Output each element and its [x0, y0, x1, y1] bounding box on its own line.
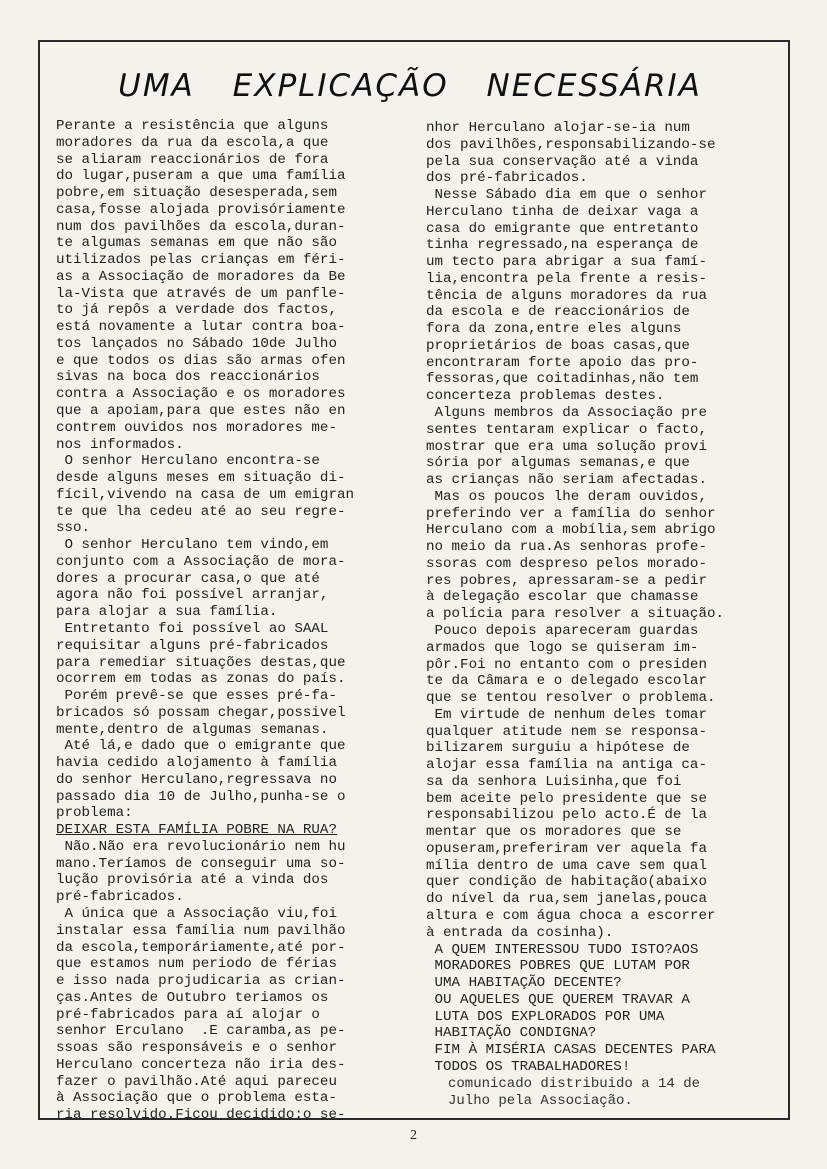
text-line: bilizarem surguiu a hipótese de: [426, 740, 690, 757]
text-line: ças.Antes de Outubro teriamos os: [56, 989, 329, 1006]
text-line: Herculano com a mobília,sem abrigo: [426, 522, 716, 539]
text-line: à entrada da cosinha).: [426, 924, 614, 941]
text-line: desde alguns meses em situação di-: [56, 470, 346, 487]
text-line: Porém prevê-se que esses pré-fa-: [56, 688, 337, 705]
text-line: pré-fabricados para aí alojar o: [56, 1006, 320, 1023]
text-line: ssoras com despreso pelos morado-: [426, 555, 707, 572]
text-line: alojar essa família na antiga ca-: [426, 757, 707, 774]
text-line: bricados só possam chegar,possivel: [56, 704, 346, 721]
text-line: para remediar situações destas,que: [56, 654, 346, 671]
text-line: Herculano tinha de deixar vaga a: [426, 203, 699, 220]
text-line: lia,encontra pela frente a resis-: [426, 270, 707, 287]
text-line: fícil,vivendo na casa de um emigran: [56, 486, 354, 503]
text-line: havia cedido alojamento à família: [56, 755, 337, 772]
text-line: sentes tentaram explicar o facto,: [426, 421, 707, 438]
text-line: concerteza problemas destes.: [426, 388, 665, 405]
page-number: 2: [410, 1128, 417, 1143]
text-line: as a Associação de moradores da Be: [56, 268, 346, 285]
text-line: tinha regressado,na esperança de: [426, 237, 699, 254]
text-line: armados que logo se quiseram im-: [426, 639, 699, 656]
text-line: MORADORES POBRES QUE LUTAM POR: [426, 958, 690, 975]
text-line: que se tentou resolver o problema.: [426, 690, 716, 707]
text-line: preferindo ver a família do senhor: [426, 505, 716, 522]
text-line: requisitar alguns pré-fabricados: [56, 637, 329, 654]
text-line: proprietários de boas casas,que: [426, 337, 690, 354]
text-line: e que todos os dias são armas ofen: [56, 352, 346, 369]
text-line: qualquer atitude nem se responsa-: [426, 723, 707, 740]
text-line: as crianças não seriam afectadas.: [426, 472, 707, 489]
text-line: altura e com água choca a escorrer: [426, 907, 716, 924]
text-line: pré-fabricados.: [56, 889, 184, 906]
text-line: UMA HABITAÇÃO DECENTE?: [426, 975, 622, 992]
text-line: mente,dentro de algumas semanas.: [56, 721, 329, 738]
text-line: te da Câmara e o delegado escolar: [426, 673, 707, 690]
text-line: quer condição de habitação(abaixo: [426, 874, 707, 891]
text-line: à Associação que o problema esta-: [56, 1090, 337, 1107]
text-line: mano.Teríamos de conseguir uma so-: [56, 855, 346, 872]
text-line: pela sua conservação até a vinda: [426, 153, 699, 170]
text-line: Até lá,e dado que o emigrante que: [56, 738, 346, 755]
text-line: mostrar que era uma solução provi: [426, 438, 707, 455]
text-line: se aliaram reaccionários de fora: [56, 151, 329, 168]
text-line: Não.Não era revolucionário nem hu: [56, 838, 346, 855]
text-line: nhor Herculano alojar-se-ia num: [426, 120, 690, 136]
text-line: A única que a Associação viu,foi: [56, 905, 337, 922]
text-line: utilizados pelas crianças em féri-: [56, 252, 346, 269]
text-line: nos informados.: [56, 436, 184, 453]
text-line: e isso nada projudicaria as crian-: [56, 973, 346, 990]
text-line: fessoras,que coitadinhas,não tem: [426, 371, 699, 388]
text-line: Entretanto foi possível ao SAAL: [56, 620, 329, 637]
text-line: ria resolvido.Ficou decidido:o se-: [56, 1107, 346, 1124]
text-line: mília dentro de uma cave sem qual: [426, 857, 707, 874]
text-line: LUTA DOS EXPLORADOS POR UMA: [426, 1008, 665, 1025]
text-line: mentar que os moradores que se: [426, 824, 682, 841]
text-line: te algumas semanas em que não são: [56, 235, 337, 252]
text-line: à delegação escolar que chamasse: [426, 589, 699, 606]
text-line: da escola,temporáriamente,até por-: [56, 939, 346, 956]
text-line: sória por algumas semanas,e que: [426, 455, 690, 472]
text-line: moradores da rua da escola,a que: [56, 134, 329, 151]
text-line: está novamente a lutar contra boa-: [56, 319, 346, 336]
text-line: do nível da rua,sem janelas,pouca: [426, 891, 707, 908]
text-line: um tecto para abrigar a sua famí-: [426, 254, 707, 271]
text-line: a polícia para resolver a situação.: [426, 606, 724, 623]
text-line: agora não foi possível arranjar,: [56, 587, 329, 604]
text-line: Mas os poucos lhe deram ouvidos,: [426, 488, 707, 505]
text-line: O senhor Herculano tem vindo,em: [56, 537, 329, 554]
text-line: sivas na boca dos reaccionários: [56, 369, 320, 386]
text-line: ssoas são responsáveis e o senhor: [56, 1040, 337, 1057]
text-line: Herculano concerteza não iria des-: [56, 1056, 346, 1073]
text-line: TODOS OS TRABALHADORES!: [426, 1058, 631, 1075]
text-line: do lugar,puseram a que uma família: [56, 168, 346, 185]
text-line: dos pré-fabricados.: [426, 170, 588, 187]
text-line: conjunto com a Associação de mora-: [56, 553, 346, 570]
text-line: Nesse Sábado dia em que o senhor: [426, 187, 707, 204]
text-line: dos pavilhões,responsabilizando-se: [426, 136, 716, 153]
text-line: da escola e de reaccionários de: [426, 304, 690, 321]
headline: UMA EXPLICAÇÃO NECESSÁRIA: [118, 68, 702, 104]
text-line: no meio da rua.As senhoras profe-: [426, 539, 707, 556]
text-line: HABITAÇÃO CONDIGNA?: [426, 1025, 597, 1042]
text-line: la-Vista que através de um panfle-: [56, 285, 346, 302]
text-line: do senhor Herculano,regressava no: [56, 771, 337, 788]
text-line: pôr.Foi no entanto com o presiden: [426, 656, 707, 673]
text-line: OU AQUELES QUE QUEREM TRAVAR A: [426, 991, 690, 1008]
signature: comunicado distribuido a 14 de Julho pela Associação.: [448, 1076, 701, 1109]
text-line: senhor Erculano .E caramba,as pe-: [56, 1023, 346, 1040]
text-line: Alguns membros da Associação pre: [426, 405, 707, 422]
text-line: fora da zona,entre eles alguns: [426, 321, 682, 338]
text-line: tência de alguns moradores da rua: [426, 287, 707, 304]
text-line: dores a procurar casa,o que até: [56, 570, 320, 587]
text-line: que estamos num periodo de férias: [56, 956, 337, 973]
text-line: bem aceite pelo presidente que se: [426, 790, 707, 807]
text-line: encontraram forte apoio das pro-: [426, 354, 699, 371]
text-line: instalar essa família num pavilhão: [56, 922, 346, 939]
text-line: to já repôs a verdade dos factos,: [56, 302, 337, 319]
text-line: DEIXAR ESTA FAMÍLIA POBRE NA RUA?: [56, 822, 337, 839]
text-line: res pobres, apressaram-se a pedir: [426, 572, 707, 589]
text-line: problema:: [56, 805, 133, 822]
text-line: FIM À MISÉRIA CASAS DECENTES PARA: [426, 1042, 716, 1059]
text-line: Em virtude de nenhum deles tomar: [426, 706, 707, 723]
text-line: Perante a resistência que alguns: [56, 118, 329, 134]
text-line: sso.: [56, 520, 91, 537]
text-line: casa do emigrante que entretanto: [426, 220, 699, 237]
text-line: contrem ouvidos nos moradores me-: [56, 419, 337, 436]
text-line: pobre,em situação desesperada,sem: [56, 185, 337, 202]
text-line: tos lançados no Sábado 10de Julho: [56, 335, 337, 352]
text-line: ocorrem em todas as zonas do país.: [56, 671, 346, 688]
left-column: [56, 118, 416, 1124]
text-line: num dos pavilhões da escola,duran-: [56, 218, 346, 235]
text-line: Pouco depois apareceram guardas: [426, 622, 699, 639]
text-line: opuseram,preferiram ver aquela fa: [426, 840, 707, 857]
text-line: A QUEM INTERESSOU TUDO ISTO?AOS: [426, 941, 699, 958]
text-line: fazer o pavilhão.Até aqui pareceu: [56, 1073, 337, 1090]
right-column: [426, 120, 782, 1076]
text-line: te que lha cedeu até ao seu regre-: [56, 503, 346, 520]
text-line: casa,fosse alojada provisóriamente: [56, 201, 346, 218]
text-line: O senhor Herculano encontra-se: [56, 453, 320, 470]
text-line: para alojar a sua família.: [56, 604, 278, 621]
text-line: passado dia 10 de Julho,punha-se o: [56, 788, 346, 805]
text-line: que a apoiam,para que estes não en: [56, 403, 346, 420]
text-line: contra a Associação e os moradores: [56, 386, 346, 403]
text-line: sa da senhora Luisinha,que foi: [426, 773, 682, 790]
text-line: responsabilizou pelo acto.É de la: [426, 807, 707, 824]
text-line: lução provisória até a vinda dos: [56, 872, 329, 889]
